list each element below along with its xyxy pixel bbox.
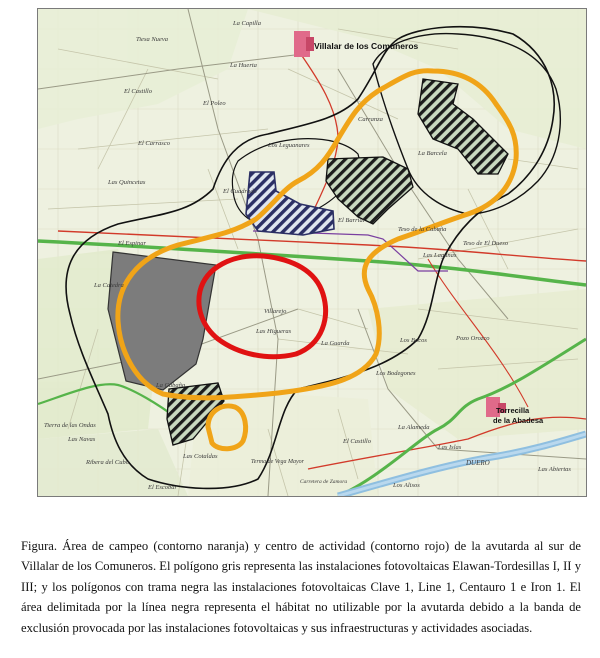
label-las-abiertas: Las Abiertas bbox=[538, 466, 571, 473]
label-carranza: Carranza bbox=[358, 116, 383, 123]
label-villarejo: Villarejo bbox=[264, 308, 287, 315]
label-duero: DUERO bbox=[466, 459, 490, 467]
label-el-carrasco: El Carrasco bbox=[138, 140, 170, 147]
label-la-capilla: La Capilla bbox=[233, 20, 261, 27]
label-la-barcela: La Barcela bbox=[418, 150, 447, 157]
label-el-espinar: El Espinar bbox=[118, 240, 146, 247]
label-teso-el-dueso: Teso de El Dueso bbox=[463, 240, 509, 247]
label-las-lagunas: Las Lagunas bbox=[423, 252, 457, 259]
label-las-islas: Las Islas bbox=[438, 444, 462, 451]
label-ribera-cubo: Ribera del Cubo bbox=[86, 459, 129, 466]
label-villalar: Villalar de los Comuneros bbox=[314, 41, 419, 51]
label-los-leguanares: Los Leguanares bbox=[268, 142, 310, 149]
label-torrecilla: Torrecilla bbox=[496, 406, 530, 415]
label-las-navas: Las Navas bbox=[68, 436, 96, 443]
label-las-higueras: Las Higueras bbox=[256, 328, 292, 335]
label-tiesa-nueva: Tiesa Nueva bbox=[136, 36, 168, 43]
label-tierra-ondas: Tierra de las Ondas bbox=[44, 422, 96, 429]
label-pozo-orozco: Pozo Orozco bbox=[456, 335, 490, 342]
label-el-castillo-2: El Castillo bbox=[343, 438, 371, 445]
label-la-huerta: La Huerta bbox=[230, 62, 257, 69]
label-torrecilla-2: de la Abadesa bbox=[493, 416, 544, 425]
label-la-alameda: La Alameda bbox=[398, 424, 430, 431]
label-teso-cabana: Teso de la Cabaña bbox=[398, 226, 447, 233]
label-las-quincetas: Las Quincetas bbox=[108, 179, 146, 186]
label-el-escobar: El Escobar bbox=[148, 484, 178, 491]
label-el-barrial: El Barrial bbox=[338, 217, 365, 224]
figure-caption: Figura. Área de campeo (contorno naranja) y centro de actividad (contorno rojo) de la avutarda al sur de Villalar de los Comuneros. El polígono gris representa las instalaciones fotovoltaicas Elawan-Tordesillas I, II y III; y los polígonos con trama negra las instalaciones fotovoltaicas Clave 1, Line 1, Centauro 1 e Iron 1. El área delimitada por la línea negra representa el hábitat no utilizable por la avutarda debido a la banda de exclusión provocada por las instalaciones fotovoltaicas y sus infraestructuras y actividades asociadas. bbox=[21, 539, 581, 635]
label-el-castillo: El Castillo bbox=[124, 88, 152, 95]
label-los-bodegones: Los Bodegones bbox=[376, 370, 416, 377]
topographic-map bbox=[37, 8, 587, 497]
label-las-cotaldas: Las Cotaldas bbox=[183, 453, 218, 460]
label-la-cabana: La Cabaña bbox=[156, 382, 186, 389]
label-terma-vega: Terma de Vega Mayor bbox=[251, 459, 304, 465]
label-los-bocos: Los Bocos bbox=[400, 337, 427, 344]
label-el-poleo: El Poleo bbox=[203, 100, 226, 107]
label-carretera-zamora: Carretera de Zamora bbox=[300, 479, 348, 485]
label-el-cuadrado: El Cuadrado bbox=[223, 188, 257, 195]
label-los-alisos: Los Alisos bbox=[393, 482, 420, 489]
label-la-guarda: La Guarda bbox=[321, 340, 350, 347]
label-la-catedra: La Catedra bbox=[94, 282, 124, 289]
